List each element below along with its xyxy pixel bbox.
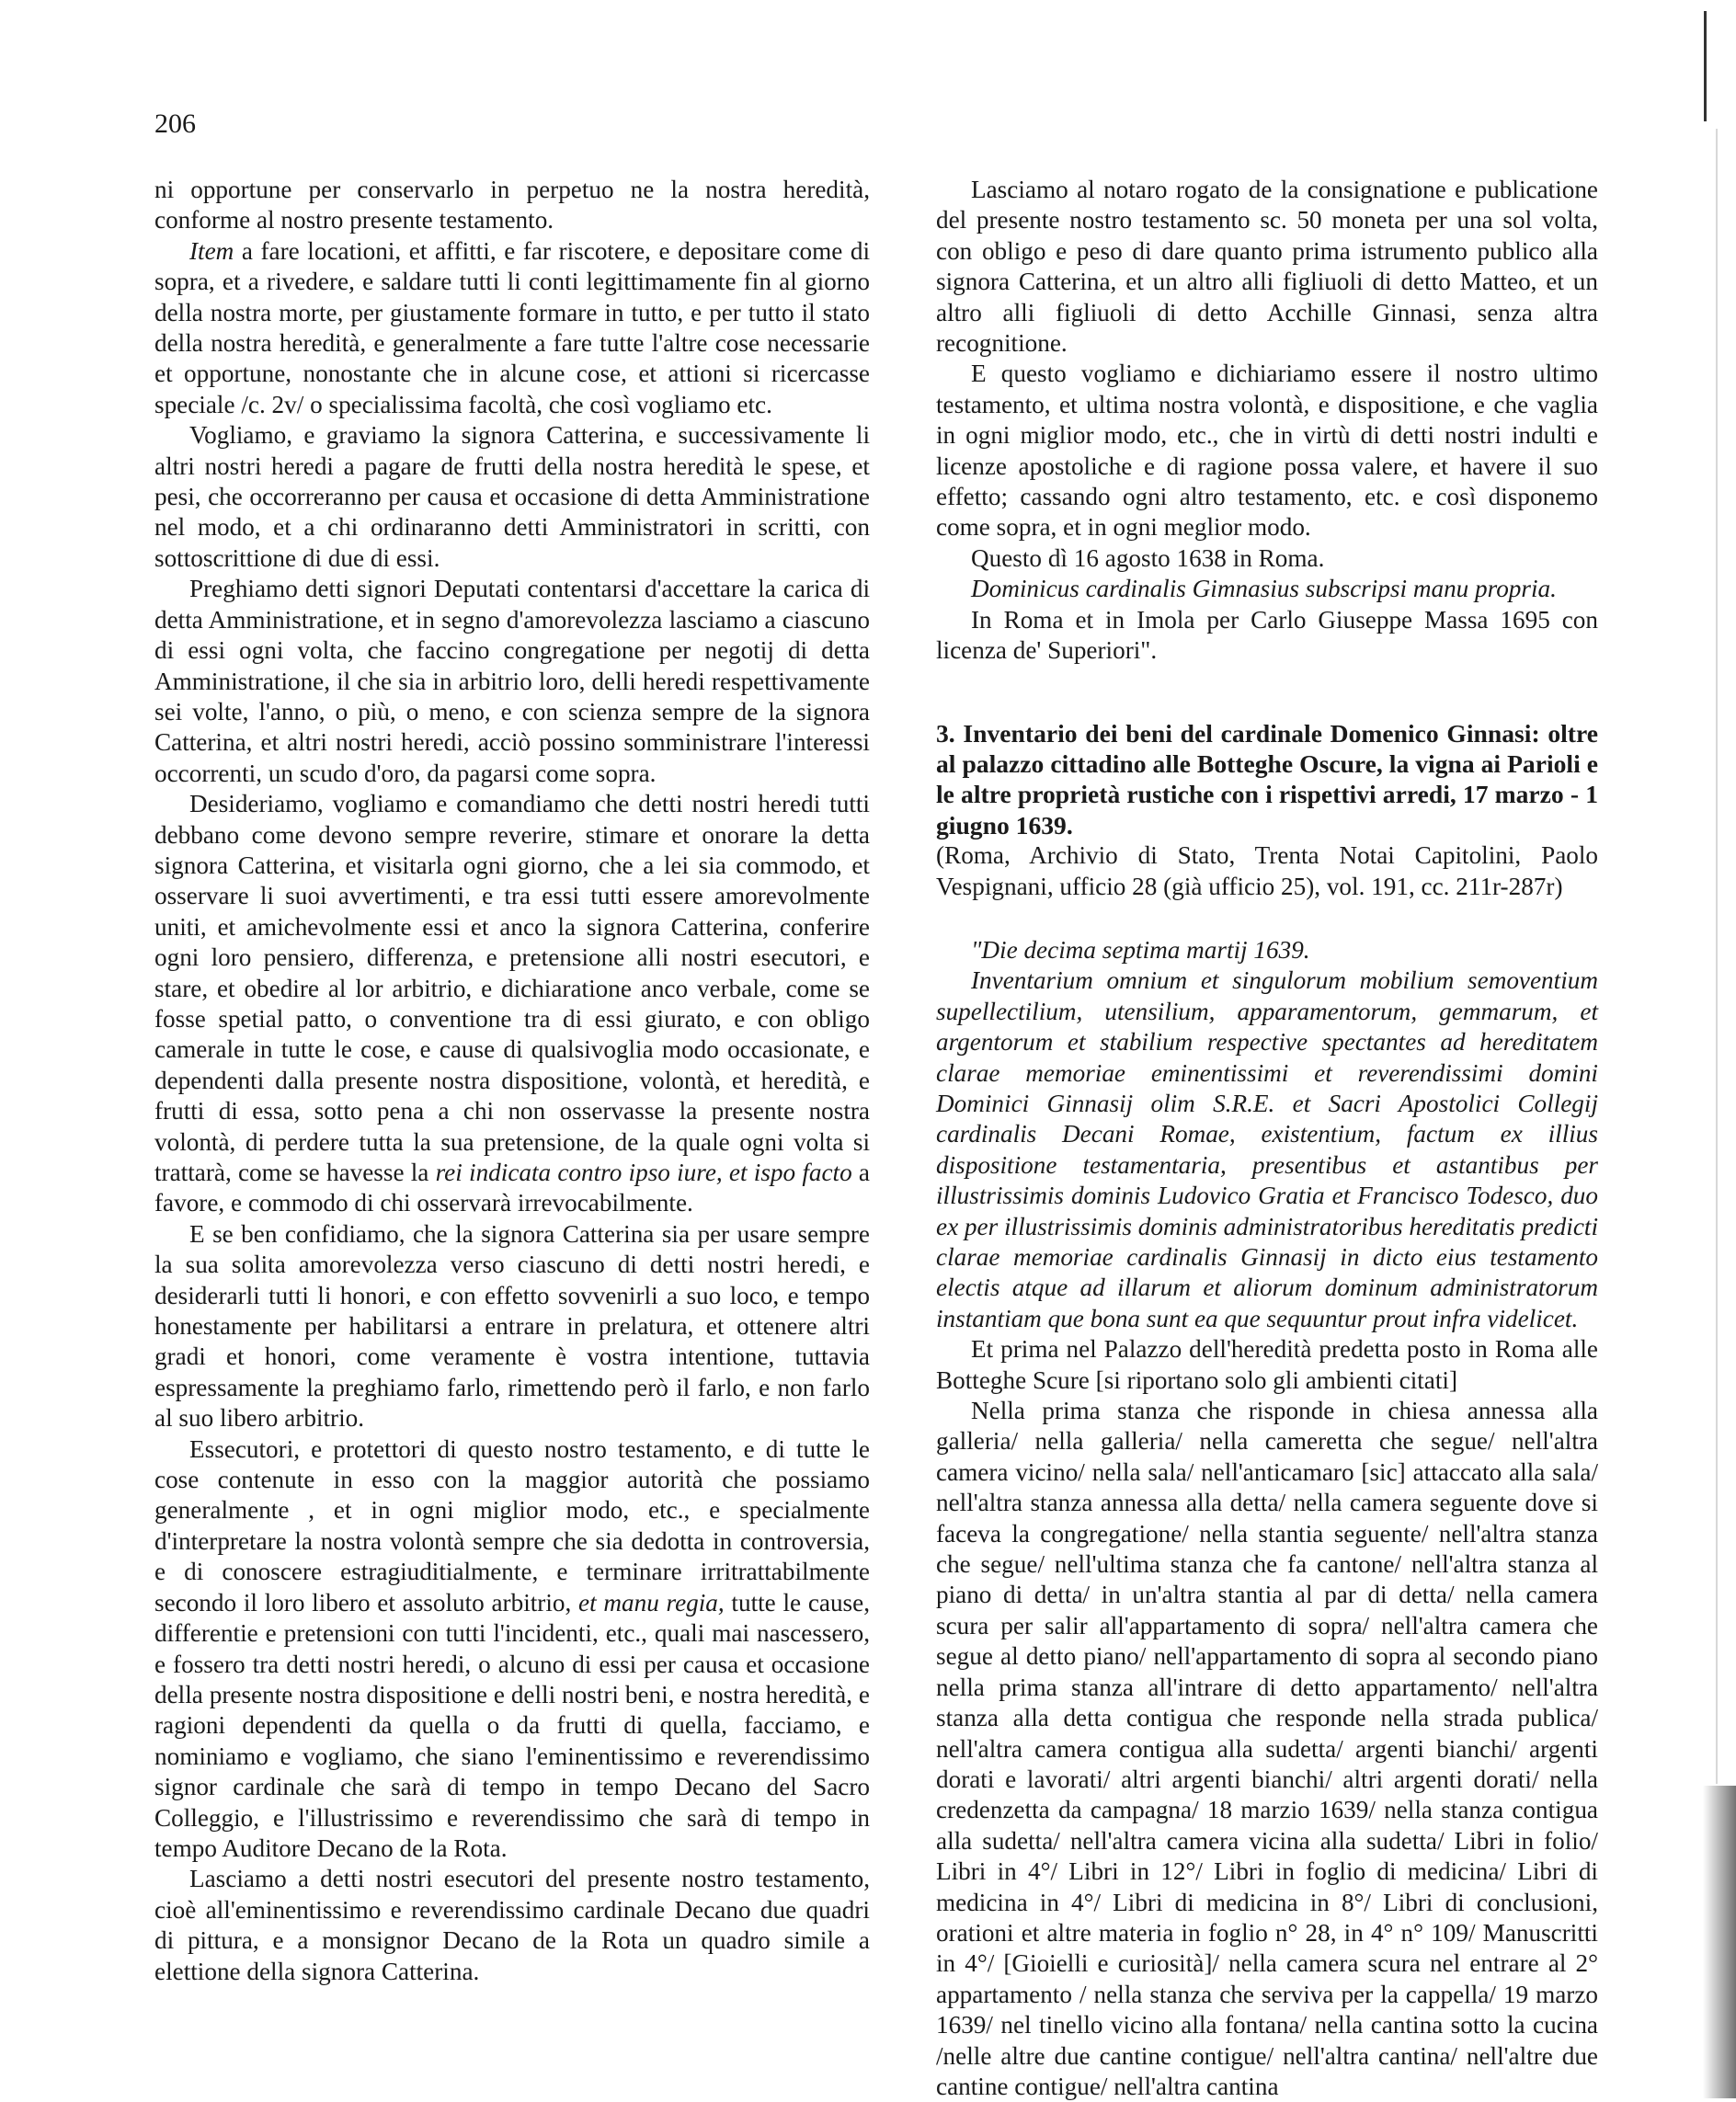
paragraph [154, 1864, 870, 1987]
text-run: Essecutori, e protettori di questo nostro testamento, e di tutte le cose contenute in esso con la maggior autorità che possiamo generalmente , et in ogni miglior modo, etc., e specialmente d'interpretare la nostra volontà sempre che sia dedotta in controversia, e di conoscere estragiuditialmente, e terminare irritrattabilmente secondo il loro libero et assoluto arbitrio, [154, 1434, 870, 1616]
italic-text: "Die decima septima martij 1639. [971, 935, 1310, 964]
paragraph [936, 359, 1598, 543]
paragraph [936, 1396, 1598, 2102]
text-run: a favore, e commodo di chi osservarà irrevocabilmente. [154, 1159, 870, 1217]
text-run: E questo vogliamo e dichiariamo essere il nostro ultimo testamento, et ultima nostra volontà, e dispositione, e che vaglia in ogni miglior modo, etc., che in virtù di detti nostri indulti e licenze apostoliche e di ragione possa valere, et havere il suo effetto; cassando ogni altro testamento, etc. e così disponemo come sopra, et in ogni meglior modo. [936, 360, 1598, 542]
text-run: Questo dì 16 agosto 1638 in Roma. [971, 543, 1325, 572]
paragraph [154, 574, 870, 789]
page-edge-top [1704, 11, 1707, 121]
page-edge-shadow [1703, 1786, 1736, 2098]
paragraph [936, 1334, 1598, 1396]
paragraph [154, 1434, 870, 1865]
page-number: 206 [154, 109, 196, 139]
italic-text: Inventarium omnium et singulorum mobilium semoventium supellectilium, utensilium, apparamentorum, gemmarum, et argentorum et stabilium respective spectantes ad hereditatem clarae memoriae eminentissimi et reverendissimi domini Dominici Ginnasij olim S.R.E. et Sacri Apostolici Collegij cardinalis Decani Romae, existentium, factum ex illius dispositione testamentaria, presentibus et astantibus per illustrissimis dominis Ludovico Gratia et Francisco Todesco, duo ex per illustrissimis dominis administratoribus hereditatis predicti clarae memoriae cardinalis Ginnasij in dicto eius testamento electis atque ad illarum et aliorum dominum administratorum instantiam que bona sunt ea que sequuntur prout infra videlicet. [936, 966, 1598, 1332]
italic-text: et manu regia, [578, 1588, 725, 1616]
right-text-column [936, 175, 1598, 2102]
paragraph [154, 236, 870, 420]
paragraph [936, 574, 1598, 604]
text-run: Desideriamo, vogliamo e comandiamo che detti nostri heredi tutti debbano come devono sempre reverire, stimare et onorare la detta signora Catterina, et visitarla ogni giorno, che a lei sia commodo, et osservare li suoi avvertimenti, e tra essi tutti essere amorevolmente uniti, et amichevolmente essi et anco la signora Catterina, conferire ogni loro pensiero, differenza, e pretensione alli nostri esecutori, e stare, et obedire al lor arbitrio, e dichiaratione anco verbale, come se fosse spetial patto, o conventione tra di essi giurato, e con obligo camerale in tutte le cose, e cause di qualsivoglia modo occasionate, e dependenti dalla presente nostra dispositione, volontà, et heredità, e frutti di essa, sotto pena a chi non osservasse la presente nostra volontà, di perdere tutta la sua pretensione, de la quale ogni volta si trattarà, come se havesse la [154, 790, 870, 1186]
paragraph [936, 935, 1598, 965]
text-run: In Roma et in Imola per Carlo Giuseppe Massa 1695 con licenza de' Superiori". [936, 605, 1598, 665]
text-run: Lasciamo al notaro rogato de la consignatione e publicatione del presente nostro testamento sc. 50 moneta per una sol volta, con obligo e peso di dare quanto prima istrumento publico alla signora Catterina, et un altro alli figliuoli di detto Matteo, et un altro alli figliuoli di detto Acchille Ginnasi, senza altra recognitione. [936, 176, 1598, 358]
text-run: E se ben confidiamo, che la signora Catterina sia per usare sempre la sua solita amorevolezza verso ciascuno di detti nostri heredi, e desiderarli tutti li honori, e con effetto sovvenirli a suo loco, e tempo honestamente per habilitarsi a entrare in prelatura, et ottenere altri gradi et honori, come veramente è vostra intentione, tuttavia espressamente la preghiamo farlo, rimettendo però il farlo, e non farlo al suo libero arbitrio. [154, 1219, 870, 1433]
italic-text: Item [189, 236, 234, 265]
text-run: Preghiamo detti signori Deputati contentarsi d'accettare la carica di detta Amministratione, et in segno d'amorevolezza lasciamo a ciascuno di essi ogni volta, che faccino congregatione per negotij di detta Amministratione, il che sia in arbitrio loro, delli heredi respettivamente sei volte, l'anno, o più, o meno, e con scienza sempre de la signora Catterina, et altri nostri heredi, acciò possino somministrare l'interessi occorrenti, un scudo d'oro, da pagarsi come sopra. [154, 575, 870, 787]
paragraph [936, 175, 1598, 359]
right-column-inventory [936, 935, 1598, 2102]
paragraph [936, 605, 1598, 667]
paragraph [154, 1219, 870, 1434]
archival-reference: (Roma, Archivio di Stato, Trenta Notai Capitolini, Paolo Vespignani, ufficio 28 (già ufficio 25), vol. 191, cc. 211r-287r) [936, 841, 1598, 900]
paragraph [154, 789, 870, 1219]
right-column-testament-end [936, 175, 1598, 667]
text-run: Vogliamo, e graviamo la signora Catterina, e successivamente li altri nostri heredi a pagare de frutti della nostra heredità le spese, et pesi, che occorreranno per causa et occasione di detta Amministratione nel modo, et a chi ordinaranno detti Amministratori in scritti, con sottoscrittione di due di essi. [154, 421, 870, 572]
paragraph [936, 543, 1598, 574]
text-run: Nella prima stanza che risponde in chiesa annessa alla galleria/ nella galleria/ nella cameretta che segue/ nell'altra camera vicino/ nella sala/ nell'anticamaro [sic] attaccato alla sala/ nell'altra stanza annessa alla detta/ nella camera seguente dove si faceva la congregatione/ nella stantia seguente/ nell'altra stanza che segue/ nell'ultima stanza che fa cantone/ nell'altra stanza al piano di detta/ in un'altra stantia al par di detta/ nella camera scura per salir all'appartamento di sopra/ nell'altra camera che segue al detto piano/ nell'appartamento di sopra al secondo piano nella prima stanza all'intrare di detto appartamento/ nell'altra stanza alla detta contigua che responde nella strada publica/ nell'altra camera contigua alla sudetta/ argenti bianchi/ argenti dorati e lavorati/ altri argenti bianchi/ altri argenti dorati/ nella credenzetta da campagna/ 18 marzio 1639/ nella stanza contigua alla sudetta/ nell'altra camera vicina alla sudetta/ Libri in folio/ Libri in 4°/ Libri in 12°/ Libri in foglio di medicina/ Libri di medicina in 4°/ Libri di medicina in 8°/ Libri di conclusioni, orationi et altre materia in foglio n° 28, in 4° n° 109/ Manuscritti in 4°/ [Gioielli e curiosità]/ nella camera scura nel entrare al 2° appartamento / nella stanza che serviva per la cappella/ 19 marzo 1639/ nel tinello vicino alla fontana/ nella cantina sotto la cucina /nelle altre due cantine contigue/ nell'altra cantina/ nell'altre due cantine contigue/ nell'altra cantina [936, 1397, 1598, 2100]
text-run: tutte le cause, differentie e pretensioni con tutti l'incidenti, etc., quali mai nascessero, e fossero tra detti nostri heredi, o alcuno di essi per causa et occasione della presente nostra dispositione e delli nostri beni, e nostra heredità, e ragioni dependenti da quella o da frutti di quella, facciamo, e nominiamo e vogliamo, che siano l'eminentissimo e reverendissimo signor cardinale che sarà di tempo in tempo Decano del Sacro Colleggio, e l'illustrissimo e reverendissimo che sarà di tempo in tempo Auditore Decano de la Rota. [154, 1588, 870, 1862]
paragraph [154, 420, 870, 574]
page-edge-line [1716, 129, 1718, 1784]
left-text-column [154, 175, 870, 1987]
italic-text: rei indicata contro ipso iure, et ispo facto [435, 1159, 852, 1186]
text-run: ni opportune per conservarlo in perpetuo ne la nostra heredità, conforme al nostro presente testamento. [154, 176, 870, 234]
paragraph [936, 965, 1598, 1334]
italic-text: Dominicus cardinalis Gimnasius subscripsi manu propria. [971, 575, 1557, 603]
text-run: a fare locationi, et affitti, e far riscotere, e depositare come di sopra, et a rivedere, e saldare tutti li conti legittimamente fin al giorno della nostra morte, per giustamente formare in tutto, e per tutto il stato della nostra heredità, e generalmente a fare tutte l'altre cose necessarie et opportune, nonostante che in alcune cose, et attioni si ricercasse speciale /c. 2v/ o specialissima facoltà, che così vogliamo etc. [154, 236, 870, 418]
paragraph [154, 175, 870, 236]
text-run: Lasciamo a detti nostri esecutori del presente nostro testamento, cioè all'eminentissimo e reverendissimo cardinale Decano due quadri di pittura, e a monsignor Decano de la Rota un quadro simile a elettione della signora Catterina. [154, 1865, 870, 1985]
text-run: Et prima nel Palazzo dell'heredità predetta posto in Roma alle Botteghe Scure [si riportano solo gli ambienti citati] [936, 1335, 1598, 1394]
section-heading: 3. Inventario dei beni del cardinale Domenico Ginnasi: oltre al palazzo cittadino alle Botteghe Oscure, la vigna ai Parioli e le altre proprietà rustiche con i rispettivi arredi, 17 marzo - 1 giugno 1639. [936, 718, 1598, 840]
